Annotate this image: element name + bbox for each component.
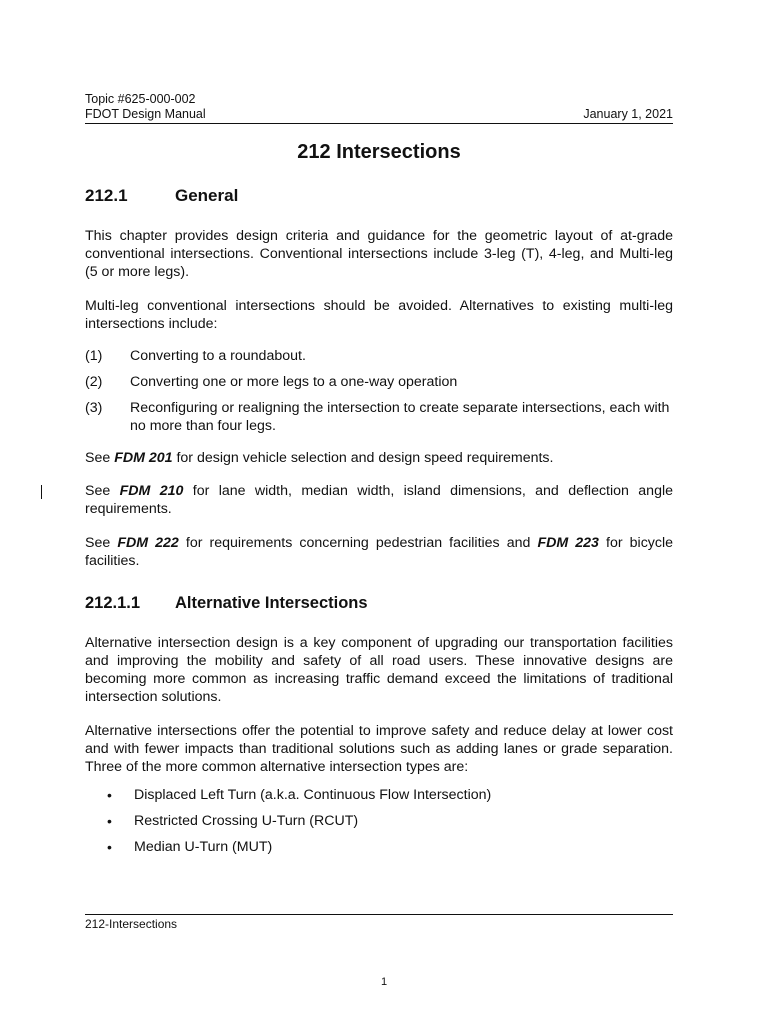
numbered-list [85, 347, 673, 435]
bullet-icon: • [107, 813, 112, 829]
paragraph-alternative-1: Alternative intersection design is a key component of upgrading our transportation facilities and improving the mobility and safety of all road users. These innovative designs are becoming more common as increasing traffic demand exceed the limitations of traditional intersection solutions. [85, 635, 673, 705]
list-item [107, 838, 673, 856]
see-suffix: for design vehicle selection and design speed requirements. [172, 450, 554, 466]
page-footer [85, 914, 673, 931]
list-item [85, 373, 673, 391]
bullet-icon: • [107, 839, 112, 855]
section-heading-212-1 [85, 185, 673, 207]
section-heading-text: Alternative Intersections [175, 594, 368, 612]
list-marker: (3) [85, 400, 103, 416]
revision-change-bar [41, 485, 42, 499]
see-fdm-210-paragraph [85, 482, 673, 518]
see-suffix: for bicycle facilities. [85, 535, 674, 569]
list-marker: (2) [85, 374, 103, 390]
see-fdm-201-paragraph [85, 449, 673, 467]
fdm-210-reference: FDM 210 [119, 483, 184, 499]
header-manual: FDOT Design Manual [85, 107, 206, 121]
section-number: 212.1 [85, 186, 128, 205]
list-item [107, 786, 673, 804]
paragraph-alternative-2: Alternative intersections offer the potential to improve safety and reduce delay at lower cost and with fewer impacts than traditional solutions such as adding lanes or grade separation. Three of the more common alternative intersection types are: [85, 723, 673, 775]
see-middle: for requirements concerning pedestrian facilities and [178, 535, 538, 551]
list-item-text: Reconfiguring or realigning the intersection to create separate intersections, each with no more than four legs. [130, 400, 670, 434]
see-suffix: for lane width, median width, island dimensions, and deflection angle requirements. [85, 483, 674, 517]
list-item-text: Median U-Turn (MUT) [134, 839, 273, 855]
bullet-icon: • [107, 787, 112, 803]
list-item-text: Displaced Left Turn (a.k.a. Continuous Flow Intersection) [134, 787, 492, 803]
page-number: 1 [380, 976, 388, 988]
see-prefix: See [85, 483, 120, 499]
see-prefix: See [85, 535, 118, 551]
list-item [85, 399, 673, 435]
document-page [85, 92, 673, 856]
see-prefix: See [85, 450, 115, 466]
list-item-text: Converting to a roundabout. [130, 348, 306, 364]
list-item [107, 812, 673, 830]
paragraph-general-2: Multi-leg conventional intersections should be avoided. Alternatives to existing multi-leg intersections include: [85, 298, 673, 332]
footer-chapter: 212-Intersections [85, 917, 178, 931]
fdm-223-reference: FDM 223 [537, 535, 599, 551]
paragraph-general-1: This chapter provides design criteria and guidance for the geometric layout of at-grade conventional intersections. Conventional intersections include 3-leg (T), 4-leg, and Multi-leg (5 or more legs). [85, 228, 673, 280]
list-item [85, 347, 673, 365]
section-heading-text: General [175, 186, 239, 205]
header-topic: Topic #625-000-002 [85, 92, 196, 106]
section-number: 212.1.1 [85, 594, 141, 612]
list-item-text: Converting one or more legs to a one-way operation [130, 374, 458, 390]
fdm-201-reference: FDM 201 [114, 450, 173, 466]
header-date: January 1, 2021 [583, 107, 673, 121]
header-row [85, 107, 673, 124]
list-item-text: Restricted Crossing U-Turn (RCUT) [134, 813, 359, 829]
list-marker: (1) [85, 348, 103, 364]
chapter-title: 212 Intersections [297, 141, 461, 163]
section-heading-212-1-1 [85, 592, 673, 614]
see-fdm-222-paragraph [85, 534, 673, 570]
bullet-list [85, 786, 673, 856]
fdm-222-reference: FDM 222 [117, 535, 179, 551]
